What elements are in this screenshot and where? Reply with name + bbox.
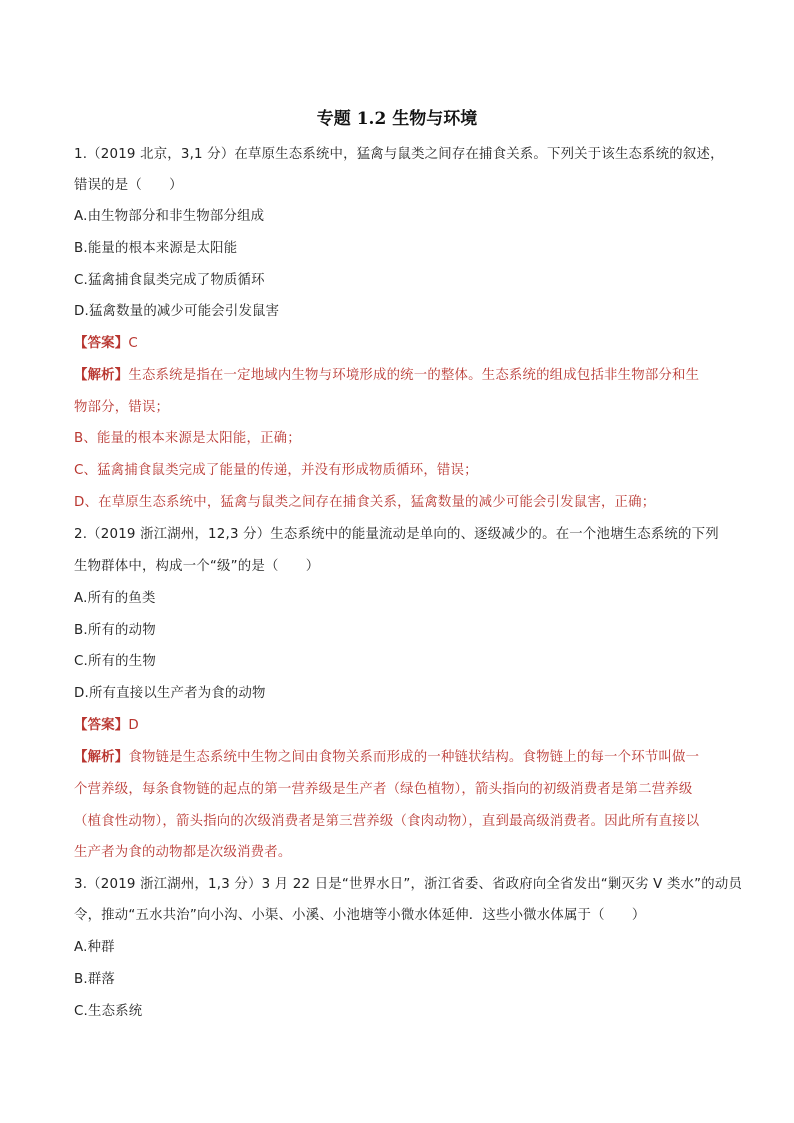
page-title: 专题 1.2 生物与环境 <box>316 109 478 129</box>
q1-answer-tag: 【答案】 <box>74 336 129 351</box>
q1-analysis-line-5: D、在草原生态系统中，猛禽与鼠类之间存在捕食关系，猛禽数量的减少可能会引发鼠害，正确； <box>74 495 656 510</box>
q1-option-d: D.猛禽数量的减少可能会引发鼠害 <box>74 304 280 319</box>
q1-stem-line-1: 1.（2019 北京，3,1 分）在草原生态系统中，猛禽与鼠类之间存在捕食关系。下列关于该生态系统的叙述， <box>74 147 724 162</box>
q1-analysis-tag: 【解析】 <box>74 368 129 383</box>
q1-option-c: C.猛禽捕食鼠类完成了物质循环 <box>74 273 265 288</box>
q2-answer-value: D <box>128 718 139 733</box>
q2-analysis-tag: 【解析】 <box>74 750 129 765</box>
q2-answer <box>74 716 724 736</box>
q3-stem-line-1: 3.（2019 浙江湖州，1,3 分）3 月 22 日是“世界水日”，浙江省委、省政府向全省发出“剿灭劣 V 类水”的动员 <box>74 877 743 892</box>
q3-option-a: A.种群 <box>74 940 115 955</box>
q1-analysis-line-3: B、能量的根本来源是太阳能，正确； <box>74 431 301 446</box>
q1-analysis-line-4: C、猛禽捕食鼠类完成了能量的传递，并没有形成物质循环，错误； <box>74 463 478 478</box>
q3-stem-line-2: 令，推动“五水共治”向小沟、小渠、小溪、小池塘等小微水体延伸．这些小微水体属于（ ） <box>74 908 646 923</box>
q2-analysis-line-4: 生产者为食的动物都是次级消费者。 <box>74 845 292 860</box>
q2-stem-line-1: 2.（2019 浙江湖州，12,3 分）生态系统中的能量流动是单向的、逐级减少的。在一个池塘生态系统的下列 <box>74 527 719 542</box>
q1-analysis-text-1: 生态系统是指在一定地域内生物与环境形成的统一的整体。生态系统的组成包括非生物部分和生 <box>128 368 700 383</box>
q2-stem-line-2: 生物群体中，构成一个“级”的是（ ） <box>74 559 320 574</box>
q1-answer-value: C <box>128 336 138 351</box>
q2-answer-tag: 【答案】 <box>74 718 129 733</box>
q1-answer <box>74 334 724 354</box>
q3-option-b: B.群落 <box>74 972 116 987</box>
q2-analysis-line-3: （植食性动物），箭头指向的次级消费者是第三营养级（食肉动物），直到最高级消费者。因此所有直接以 <box>74 814 700 829</box>
q3-option-c: C.生态系统 <box>74 1004 143 1019</box>
q2-analysis-text-1: 食物链是生态系统中生物之间由食物关系而形成的一种链状结构。食物链上的每一个环节叫做一 <box>128 750 700 765</box>
q2-option-a: A.所有的鱼类 <box>74 591 156 606</box>
q2-option-b: B.所有的动物 <box>74 623 156 638</box>
q2-analysis-line-2: 个营养级，每条食物链的起点的第一营养级是生产者（绿色植物），箭头指向的初级消费者是第二营养级 <box>74 782 693 797</box>
q1-analysis-line-2: 物部分，错误； <box>74 400 170 415</box>
q2-analysis-line-1 <box>74 748 724 768</box>
q1-option-a: A.由生物部分和非生物部分组成 <box>74 209 265 224</box>
q2-option-c: C.所有的生物 <box>74 654 156 669</box>
q1-option-b: B.能量的根本来源是太阳能 <box>74 241 238 256</box>
q1-analysis-line-1 <box>74 366 724 386</box>
q1-stem-line-2: 错误的是（ ） <box>74 178 183 193</box>
q2-option-d: D.所有直接以生产者为食的动物 <box>74 686 266 701</box>
